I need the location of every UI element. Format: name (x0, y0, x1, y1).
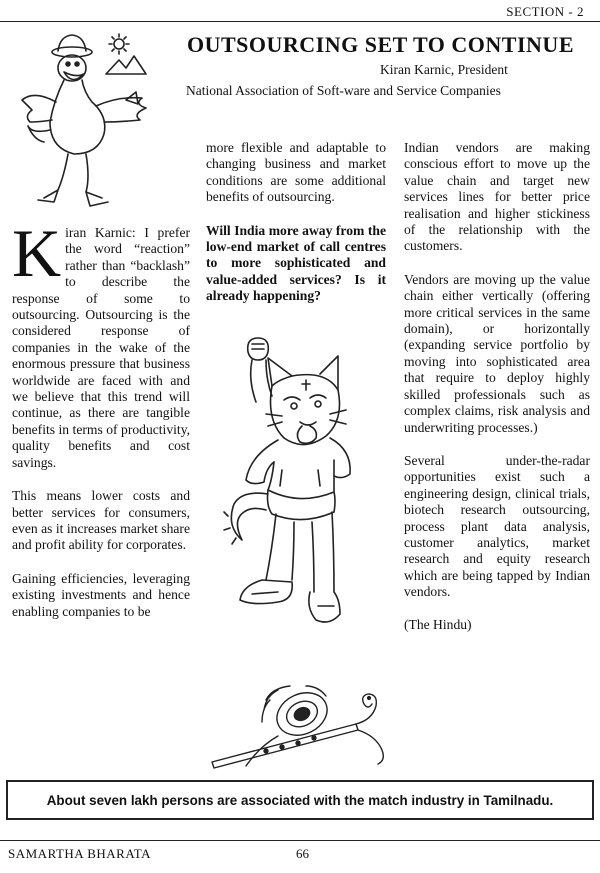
paragraph: Gaining efficiencies, leveraging existing investments and hence enabling companies to be (12, 570, 190, 619)
intro-paragraph (12, 215, 190, 471)
paragraph: This means lower costs and better services for consumers, even as it increases market share and profit ability for corporates. (12, 488, 190, 553)
cat-mascot-illustration (222, 330, 372, 640)
author-line: Kiran Karnic, President (380, 62, 508, 77)
duck-mascot-illustration (14, 30, 164, 220)
column-2 (206, 140, 386, 305)
organization-line: National Association of Soft-ware and Service Companies (186, 83, 501, 98)
column-3 (404, 140, 590, 633)
fact-notice-box: About seven lakh persons are associated with the match industry in Tamilnadu. (6, 780, 594, 820)
paragraph: more flexible and adaptable to changing business and market conditions are some additional benefits of outsourcing. (206, 140, 386, 205)
section-label: SECTION - 2 (506, 4, 584, 19)
intro-text: iran Karnic: I prefer the word “reaction” rather than “backlash” to describe the response of some to outsourcing. Outsourcing is the considered response of companies in the wake of the enormous pressure that business worldwide are faced with and we believe that this trend will continue, as there are tangible benefits in terms of productivity, quality benefits and cost savings. (12, 225, 190, 470)
page-number: 66 (296, 846, 309, 861)
paragraph: Indian vendors are making conscious effort to move up the value chain and target new services lines for better price realisation and higher stickiness of the relationship with the customers. (404, 140, 590, 254)
interview-question: Will India more away from the low-end market of call centres to more sophisticated and value-added services? Is it already happening? (206, 222, 386, 304)
publication-name: SAMARTHA BHARATA (8, 846, 152, 861)
top-divider (0, 21, 600, 22)
column-1 (12, 215, 190, 620)
bottom-divider (0, 840, 600, 841)
article-title: OUTSOURCING SET TO CONTINUE (187, 32, 574, 57)
drop-cap: K (12, 215, 62, 291)
flute-feather-ornament (206, 680, 396, 772)
source-credit: (The Hindu) (404, 616, 472, 632)
paragraph: Several under-the-radar opportunities exist such a engineering design, clinical trials, biotech research outsourcing, process plant data analysis, customer analytics, market research and equity research which are being tapped by Indian vendors. (404, 452, 590, 600)
paragraph: Vendors are moving up the value chain either vertically (offering more critical services in the same domain), or horizontally (expanding service portfolio by moving into sophisticated area that require to deploy highly skilled professionals such as complex claims, risk analysis and underwriting processes.) (404, 271, 590, 435)
